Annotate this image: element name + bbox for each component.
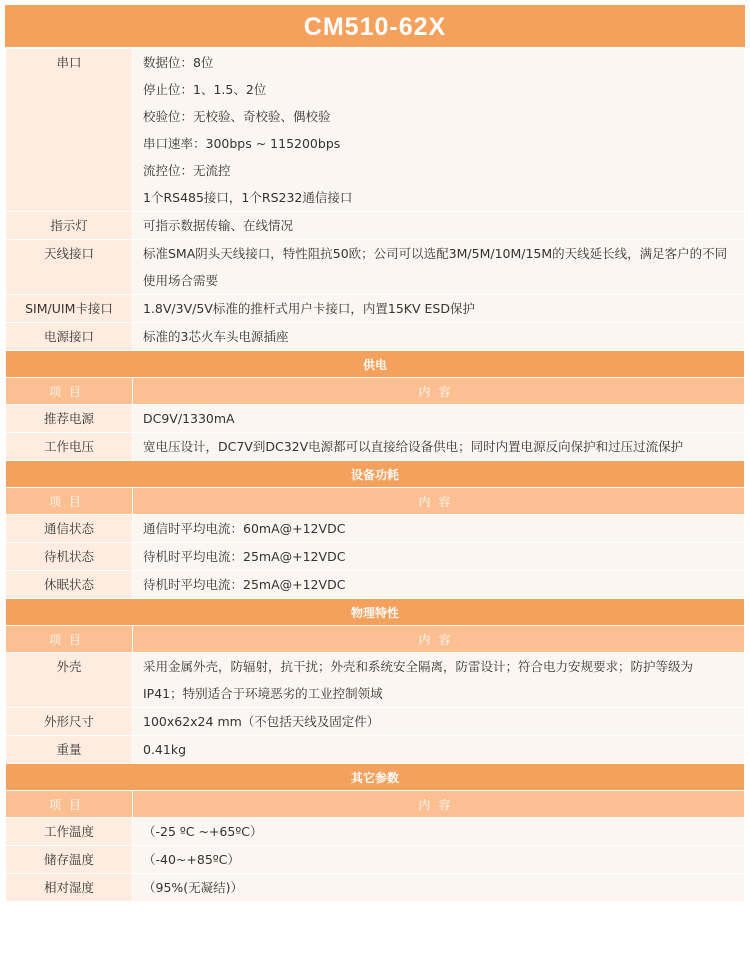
- serial-label: 串口: [56, 55, 82, 70]
- serial-data-bits: 数据位：8位: [143, 55, 214, 70]
- row-value: 100x62x24 mm（不包括天线及固定件）: [143, 714, 380, 729]
- serial-row: [6, 49, 745, 212]
- serial-baud-rate: 串口速率：300bps ~ 115200bps: [143, 136, 341, 151]
- power-port-label: 电源接口: [43, 329, 94, 344]
- table-row: [6, 818, 745, 846]
- antenna-row: [6, 240, 745, 295]
- spec-sheet: [5, 5, 745, 902]
- power-port-row: [6, 323, 745, 351]
- row-label: 储存温度: [43, 852, 94, 867]
- power-port-value: 标准的3芯火车头电源插座: [143, 329, 289, 344]
- power-supply-title: 供电: [6, 351, 745, 378]
- table-row: [6, 543, 745, 571]
- row-value: 通信时平均电流：60mA@+12VDC: [143, 521, 346, 536]
- serial-stop-bits: 停止位：1、1.5、2位: [143, 82, 267, 97]
- row-value: 0.41kg: [143, 742, 187, 757]
- antenna-label: 天线接口: [43, 246, 94, 261]
- table-row: [6, 846, 745, 874]
- table-row: [6, 515, 745, 543]
- antenna-value: 标准SMA阴头天线接口，特性阻抗50欧；公司可以选配3M/5M/10M/15M的天线延长线，满足客户的不同使用场合需要: [143, 246, 728, 288]
- column-header-item: 项目: [6, 378, 133, 405]
- table-row: [6, 571, 745, 599]
- power-supply-section: [6, 351, 745, 378]
- table-row: [6, 653, 745, 708]
- row-label: 待机状态: [43, 549, 94, 564]
- row-value: （-40~+85ºC）: [143, 852, 240, 867]
- row-value: 待机时平均电流：25mA@+12VDC: [143, 577, 346, 592]
- row-label: 推荐电源: [43, 411, 94, 426]
- column-header-item: 项目: [6, 488, 133, 515]
- column-header-item: 项目: [6, 791, 133, 818]
- physical-section: [6, 599, 745, 626]
- column-header-content: 内容: [133, 488, 745, 515]
- other-header: [6, 791, 745, 818]
- column-header-content: 内容: [133, 378, 745, 405]
- physical-header: [6, 626, 745, 653]
- product-title: CM510-62X: [5, 5, 745, 48]
- row-label: 通信状态: [43, 521, 94, 536]
- table-row: [6, 708, 745, 736]
- row-label: 工作电压: [43, 439, 94, 454]
- table-row: [6, 736, 745, 764]
- indicator-value: 可指示数据传输、在线情况: [143, 218, 294, 233]
- serial-parity: 校验位：无校验、奇校验、偶校验: [143, 109, 331, 124]
- row-label: 重量: [56, 742, 82, 757]
- indicator-label: 指示灯: [50, 218, 88, 233]
- column-header-item: 项目: [6, 626, 133, 653]
- row-value: （-25 ºC ~+65ºC）: [143, 824, 263, 839]
- serial-interfaces: 1个RS485接口，1个RS232通信接口: [143, 190, 353, 205]
- row-label: 工作温度: [43, 824, 94, 839]
- column-header-content: 内容: [133, 626, 745, 653]
- table-row: [6, 433, 745, 461]
- power-supply-header: [6, 378, 745, 405]
- sim-label: SIM/UIM卡接口: [25, 301, 113, 316]
- spec-table: [5, 48, 745, 902]
- row-label: 相对湿度: [43, 880, 94, 895]
- table-row: [6, 874, 745, 902]
- row-label: 休眠状态: [43, 577, 94, 592]
- other-section: [6, 764, 745, 791]
- row-value: （95%(无凝结)）: [143, 880, 244, 895]
- row-value: 待机时平均电流：25mA@+12VDC: [143, 549, 346, 564]
- table-row: [6, 405, 745, 433]
- indicator-row: [6, 212, 745, 240]
- row-value: 宽电压设计，DC7V到DC32V电源都可以直接给设备供电；同时内置电源反向保护和过压过流保护: [143, 439, 684, 454]
- row-label: 外形尺寸: [43, 714, 94, 729]
- row-value: 采用金属外壳，防辐射，抗干扰；外壳和系统安全隔离，防雷设计；符合电力安规要求；防护等级为IP41；特别适合于环境恶劣的工业控制领域: [143, 659, 694, 701]
- other-title: 其它参数: [6, 764, 745, 791]
- row-label: 外壳: [56, 659, 82, 674]
- consumption-title: 设备功耗: [6, 461, 745, 488]
- sim-row: [6, 295, 745, 323]
- serial-flow-control: 流控位：无流控: [143, 163, 231, 178]
- row-value: DC9V/1330mA: [143, 411, 235, 426]
- consumption-section: [6, 461, 745, 488]
- sim-value: 1.8V/3V/5V标准的推杆式用户卡接口，内置15KV ESD保护: [143, 301, 475, 316]
- consumption-header: [6, 488, 745, 515]
- physical-title: 物理特性: [6, 599, 745, 626]
- column-header-content: 内容: [133, 791, 745, 818]
